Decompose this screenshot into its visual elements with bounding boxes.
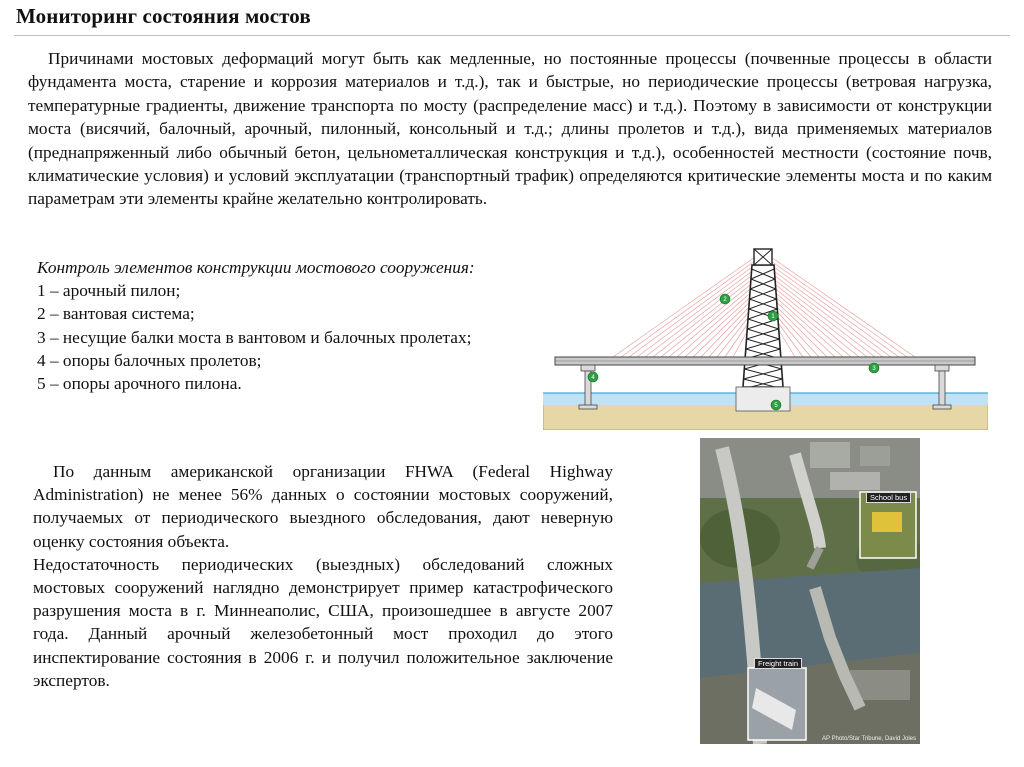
- intro-paragraph: Причинами мостовых деформаций могут быть как медленные, но постоянные процессы (почвенные процессы в области фундамента моста, старение и коррозия материалов и т.д.), так и быстрые, но периодические процессы (ветровая нагрузка, температурные градиенты, движение транспорта по мосту (распределение масс) и т.д.). Поэтому в зависимости от конструкции моста (висячий, балочный, арочный, пилонный, консольный и т.д.; длины пролетов и т.д.), вида применяемых материалов (преднапряженный либо обычный бетон, цельнометаллическая конструкция и т.д.), особенностей местности (состояние почв, климатические условия) и условий эксплуатации (транспортный трафик) определяются критические элементы моста и по каким параметрам эти элементы крайне желательно контролировать.: [28, 49, 992, 209]
- marker-4: [588, 372, 598, 382]
- bridge-collapse-photo: [700, 438, 920, 744]
- cable-stayed-bridge-diagram: [543, 247, 988, 430]
- element-legend: [37, 256, 557, 395]
- minneapolis-paragraph: Недостаточность периодических (выездных) обследований сложных мостовых сооружений наглядно демонстрирует пример катастрофического разрушения моста в г. Миннеаполис, США, произошедшее в августе 2007 года. Данный арочный железобетонный мост проходил до этого инспектирование состояния в 2006 г. и получил положительное заключение экспертов.: [33, 554, 613, 690]
- page-title: Мониторинг состояния мостов: [16, 4, 311, 28]
- collapse-text: [33, 460, 613, 692]
- fhwa-paragraph: По данным американской организации FHWA (Federal Highway Administration) не менее 56% данных о состоянии мостовых сооружений, получаемых от периодического выездного обследования, дают неверную оценку состояния объекта.: [33, 462, 613, 551]
- marker-1: [768, 311, 778, 321]
- svg-text:5: 5: [774, 403, 778, 409]
- marker-2: [720, 294, 730, 304]
- legend-item-2: 2 – вантовая система;: [37, 304, 195, 324]
- freight-train-label: Freight train: [754, 658, 802, 669]
- photo-credit: AP Photo/Star Tribune, David Joles: [822, 736, 916, 742]
- title-divider: [14, 35, 1010, 36]
- legend-item-1: 1 – арочный пилон;: [37, 281, 181, 301]
- legend-heading: Контроль элементов конструкции мостового сооружения:: [37, 258, 475, 277]
- school-bus-label: School bus: [866, 492, 911, 503]
- pylon-foundation: [736, 387, 790, 411]
- legend-item-4: 4 – опоры балочных пролетов;: [37, 350, 262, 370]
- legend-item-3: 3 – несущие балки моста в вантовом и балочных пролетах;: [37, 327, 472, 347]
- marker-5: [771, 400, 781, 410]
- marker-3: [869, 363, 879, 373]
- svg-text:1: 1: [771, 314, 775, 320]
- svg-text:3: 3: [872, 366, 876, 372]
- legend-item-5: 5 – опоры арочного пилона.: [37, 374, 242, 394]
- svg-text:4: 4: [591, 375, 595, 381]
- svg-text:2: 2: [723, 297, 727, 303]
